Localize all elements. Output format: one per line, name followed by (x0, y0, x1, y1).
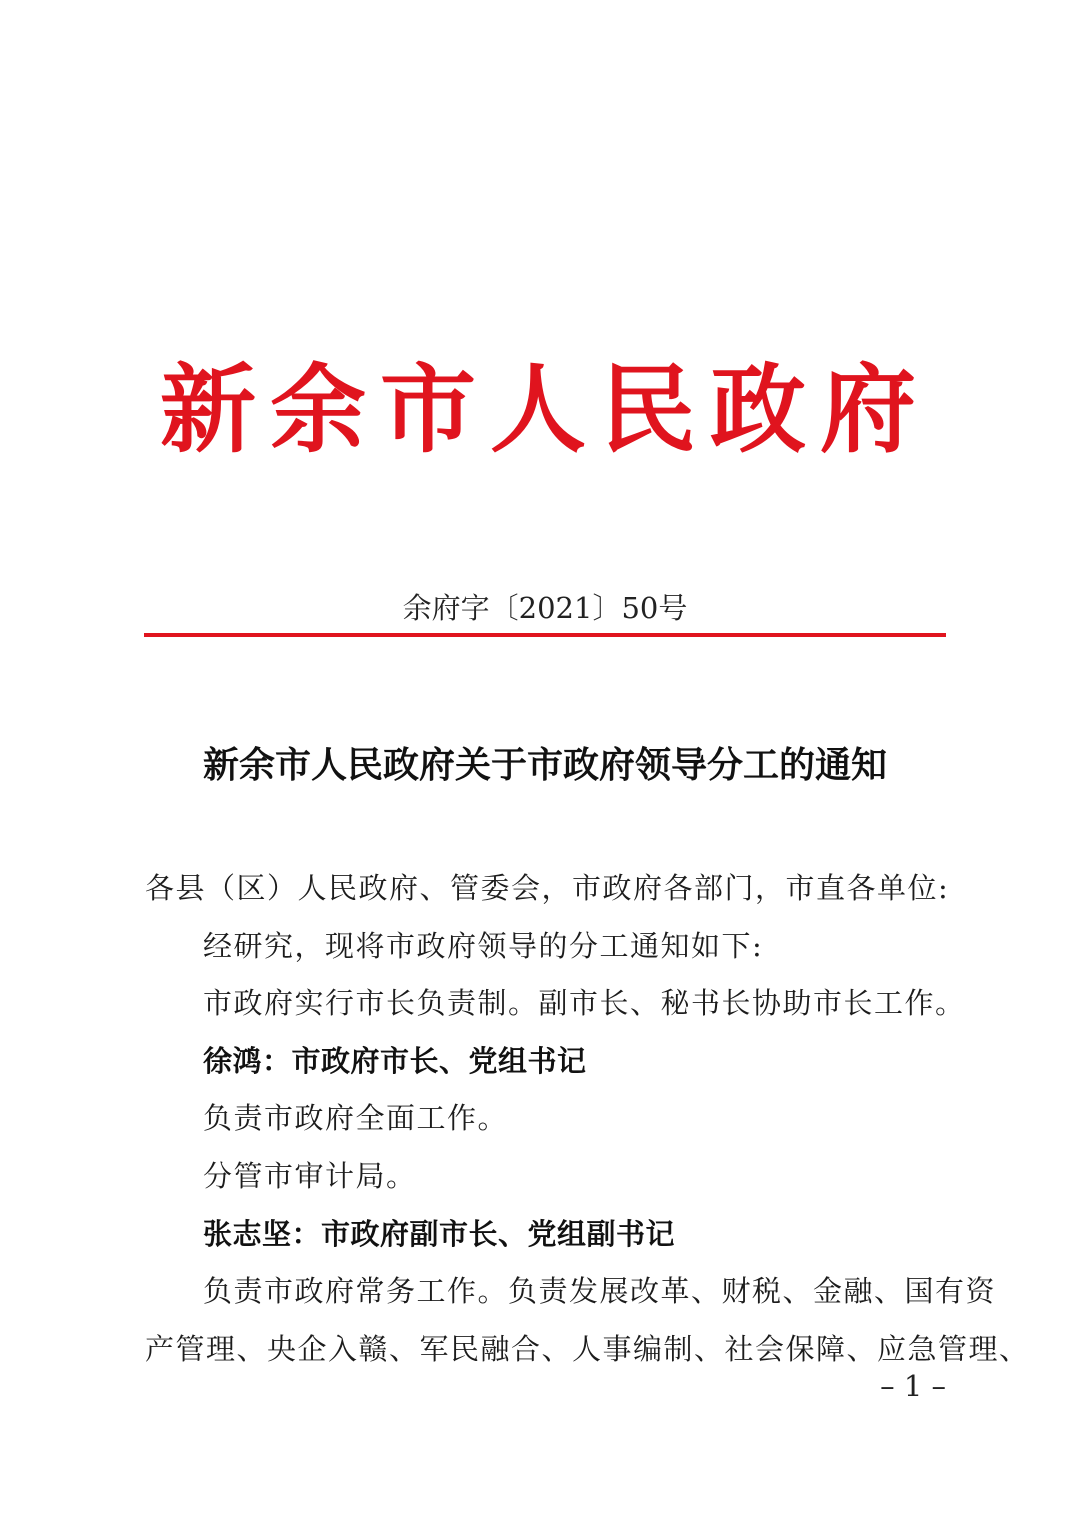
document-title: 新余市人民政府关于市政府领导分工的通知 (202, 744, 887, 786)
red-separator-line (144, 633, 946, 637)
leader-duty: 产管理、央企入赣、军民融合、人事编制、社会保障、应急管理、 (145, 1331, 1030, 1366)
leader-heading: 张志坚：市政府副市长、党组副书记 (203, 1216, 676, 1251)
body-paragraph: 市政府实行市长负责制。副市长、秘书长协助市长工作。 (203, 986, 966, 1021)
page-number: – 1 – (880, 1369, 946, 1403)
leader-duty: 负责市政府常务工作。负责发展改革、财税、金融、国有资 (203, 1274, 997, 1309)
leader-heading: 徐鸿：市政府市长、党组书记 (203, 1043, 587, 1078)
document-number: 余府字〔2021〕50号 (402, 591, 688, 625)
issuer-red-header: 新余市人民政府 (160, 353, 930, 466)
body-paragraph: 经研究，现将市政府领导的分工通知如下: (203, 928, 764, 963)
leader-duty: 分管市审计局。 (203, 1158, 417, 1193)
document-body (145, 860, 1030, 1378)
leader-duty: 负责市政府全面工作。 (203, 1101, 509, 1136)
salutation: 各县（区）人民政府、管委会，市政府各部门，市直各单位: (145, 871, 950, 905)
